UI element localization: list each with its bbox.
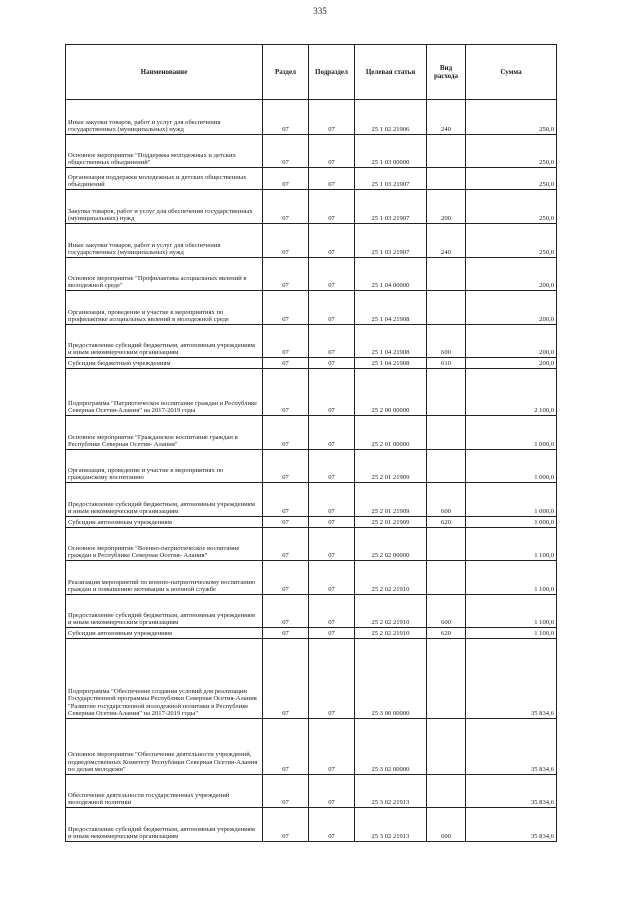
cell-podrazdel: 07 (309, 719, 355, 775)
cell-podrazdel: 07 (309, 100, 355, 135)
cell-podrazdel: 07 (309, 517, 355, 528)
cell-vid (427, 775, 466, 808)
cell-name: Предоставление субсидий бюджетным, автономным учреждениям и иным некоммерческим организациям (66, 808, 263, 842)
cell-vid: 240 (427, 100, 466, 135)
cell-name: Предоставление субсидий бюджетным, автономным учреждениям и иным некоммерческим организациям (66, 325, 263, 358)
cell-razdel: 07 (263, 639, 309, 719)
cell-podrazdel: 07 (309, 528, 355, 561)
cell-vid (427, 528, 466, 561)
cell-podrazdel: 07 (309, 450, 355, 483)
cell-statya: 25 1 03 21907 (355, 224, 427, 258)
cell-razdel: 07 (263, 595, 309, 628)
table-row (66, 190, 557, 224)
cell-razdel: 07 (263, 190, 309, 224)
cell-summa: 250,0 (466, 100, 557, 135)
table-row (66, 358, 557, 369)
cell-summa: 250,0 (466, 190, 557, 224)
cell-statya: 25 1 03 21907 (355, 190, 427, 224)
cell-razdel: 07 (263, 416, 309, 450)
cell-summa: 1 100,0 (466, 595, 557, 628)
cell-podrazdel: 07 (309, 358, 355, 369)
table-row (66, 595, 557, 628)
cell-statya: 25 1 04 21908 (355, 291, 427, 325)
cell-name: Основное мероприятие "Обеспечение деятельности учреждений, подведомственных Комитету Республики Северная Осетия-Алания по делам молодежи" (66, 719, 263, 775)
cell-name: Основное мероприятие "Гражданское воспитание граждан в Республике Северная Осетия- Алания" (66, 416, 263, 450)
cell-vid (427, 416, 466, 450)
cell-vid: 600 (427, 325, 466, 358)
table-row (66, 100, 557, 135)
table-row (66, 258, 557, 291)
cell-summa: 200,0 (466, 325, 557, 358)
cell-vid: 600 (427, 808, 466, 842)
cell-vid (427, 719, 466, 775)
table-row (66, 517, 557, 528)
cell-summa: 250,0 (466, 168, 557, 190)
cell-statya: 25 1 03 00000 (355, 135, 427, 168)
cell-vid (427, 369, 466, 416)
table-row (66, 808, 557, 842)
cell-summa: 35 834,6 (466, 775, 557, 808)
cell-name: Иные закупки товаров, работ и услуг для обеспечения государственных (муниципальных) нужд (66, 100, 263, 135)
cell-summa: 1 100,0 (466, 628, 557, 639)
table-row (66, 325, 557, 358)
table-header-row (66, 45, 557, 100)
cell-name: Обеспечение деятельности государственных учреждений молодежной политики (66, 775, 263, 808)
cell-statya: 25 1 04 00000 (355, 258, 427, 291)
cell-name: Основное мероприятие "Военно-патриотическое воспитание граждан в Республике Северная Осетия- Алания" (66, 528, 263, 561)
cell-statya: 25 1 04 21908 (355, 325, 427, 358)
table-row (66, 561, 557, 595)
cell-podrazdel: 07 (309, 258, 355, 291)
cell-razdel: 07 (263, 528, 309, 561)
cell-vid (427, 168, 466, 190)
cell-summa: 250,0 (466, 135, 557, 168)
cell-summa: 1 000,0 (466, 416, 557, 450)
cell-vid (427, 561, 466, 595)
table-row (66, 224, 557, 258)
cell-name: Организация, проведение и участие в мероприятиях по гражданскому воспитанию (66, 450, 263, 483)
cell-name: Организация поддержки молодежных и детских общественных объединений (66, 168, 263, 190)
table-row (66, 528, 557, 561)
cell-razdel: 07 (263, 719, 309, 775)
cell-vid: 240 (427, 224, 466, 258)
table-row (66, 291, 557, 325)
cell-summa: 1 000,0 (466, 517, 557, 528)
cell-statya: 25 2 01 00000 (355, 416, 427, 450)
cell-razdel: 07 (263, 258, 309, 291)
cell-statya: 25 2 01 21909 (355, 517, 427, 528)
cell-vid: 620 (427, 517, 466, 528)
cell-podrazdel: 07 (309, 325, 355, 358)
cell-razdel: 07 (263, 168, 309, 190)
table-body (66, 100, 557, 842)
cell-name: Предоставление субсидий бюджетным, автономным учреждениям и иным некоммерческим организациям (66, 595, 263, 628)
cell-summa: 250,0 (466, 224, 557, 258)
cell-razdel: 07 (263, 325, 309, 358)
cell-razdel: 07 (263, 775, 309, 808)
cell-summa: 200,0 (466, 291, 557, 325)
table-row (66, 168, 557, 190)
cell-summa: 35 834,6 (466, 808, 557, 842)
cell-podrazdel: 07 (309, 224, 355, 258)
table-row (66, 416, 557, 450)
table-row (66, 450, 557, 483)
cell-name: Подпрограмма "Патриотическое воспитание граждан в Республике Северная Осетия-Алания" на 2017-2019 годы (66, 369, 263, 416)
cell-podrazdel: 07 (309, 369, 355, 416)
cell-statya: 25 2 02 00000 (355, 528, 427, 561)
cell-podrazdel: 07 (309, 808, 355, 842)
cell-vid (427, 639, 466, 719)
cell-summa: 1 100,0 (466, 528, 557, 561)
cell-vid: 620 (427, 628, 466, 639)
cell-razdel: 07 (263, 224, 309, 258)
cell-vid: 200 (427, 190, 466, 224)
cell-summa: 1 100,0 (466, 561, 557, 595)
cell-summa: 2 100,0 (466, 369, 557, 416)
cell-podrazdel: 07 (309, 639, 355, 719)
header-summa: Сумма (466, 45, 557, 100)
cell-summa: 1 000,0 (466, 483, 557, 517)
cell-vid (427, 450, 466, 483)
cell-statya: 25 2 00 00000 (355, 369, 427, 416)
cell-podrazdel: 07 (309, 190, 355, 224)
cell-vid: 600 (427, 595, 466, 628)
cell-name: Подпрограмма "Обеспечение создания условий для реализации Государственной программы Республики Северная Осетия-Алания "Развитие государственной молодежной политики в Республике Северная Осетия-Алания" на 2017-2019 годы" (66, 639, 263, 719)
cell-razdel: 07 (263, 808, 309, 842)
header-podrazdel: Подраздел (309, 45, 355, 100)
cell-summa: 200,0 (466, 358, 557, 369)
cell-vid (427, 291, 466, 325)
cell-statya: 25 3 02 21913 (355, 775, 427, 808)
table-row (66, 135, 557, 168)
cell-vid: 600 (427, 483, 466, 517)
cell-statya: 25 2 01 21909 (355, 483, 427, 517)
budget-table (65, 44, 557, 842)
cell-razdel: 07 (263, 358, 309, 369)
cell-statya: 25 1 03 21907 (355, 168, 427, 190)
table-row (66, 628, 557, 639)
cell-statya: 25 1 02 21906 (355, 100, 427, 135)
header-name: Наименование (66, 45, 263, 100)
cell-vid (427, 258, 466, 291)
cell-statya: 25 3 02 21913 (355, 808, 427, 842)
cell-podrazdel: 07 (309, 628, 355, 639)
cell-podrazdel: 07 (309, 291, 355, 325)
cell-razdel: 07 (263, 517, 309, 528)
header-statya: Целевая статья (355, 45, 427, 100)
cell-summa: 200,0 (466, 258, 557, 291)
cell-razdel: 07 (263, 628, 309, 639)
cell-razdel: 07 (263, 561, 309, 595)
cell-name: Основное мероприятие "Поддержка молодежных и детских общественных объединений" (66, 135, 263, 168)
cell-statya: 25 3 00 00000 (355, 639, 427, 719)
cell-summa: 35 834,6 (466, 719, 557, 775)
table-row (66, 719, 557, 775)
cell-name: Субсидии автономным учреждениям (66, 517, 263, 528)
cell-name: Иные закупки товаров, работ и услуг для обеспечения государственных (муниципальных) нужд (66, 224, 263, 258)
cell-name: Организация, проведение и участие в мероприятиях по профилактике асоциальных явлений в молодежной среде (66, 291, 263, 325)
cell-razdel: 07 (263, 483, 309, 517)
cell-summa: 1 000,0 (466, 450, 557, 483)
cell-statya: 25 2 02 21910 (355, 628, 427, 639)
cell-podrazdel: 07 (309, 483, 355, 517)
cell-razdel: 07 (263, 100, 309, 135)
header-vid: Вид расхода (427, 45, 466, 100)
table-row (66, 775, 557, 808)
cell-razdel: 07 (263, 291, 309, 325)
cell-name: Основное мероприятие "Профилактика асоциальных явлений в молодежной среде" (66, 258, 263, 291)
cell-razdel: 07 (263, 369, 309, 416)
cell-name: Субсидии бюджетным учреждениям (66, 358, 263, 369)
table-row (66, 369, 557, 416)
cell-statya: 25 3 02 00000 (355, 719, 427, 775)
cell-statya: 25 2 02 21910 (355, 561, 427, 595)
cell-podrazdel: 07 (309, 775, 355, 808)
header-razdel: Раздел (263, 45, 309, 100)
cell-name: Субсидии автономным учреждениям (66, 628, 263, 639)
cell-statya: 25 1 04 21908 (355, 358, 427, 369)
cell-summa: 35 834,6 (466, 639, 557, 719)
cell-razdel: 07 (263, 450, 309, 483)
cell-podrazdel: 07 (309, 168, 355, 190)
table-row (66, 639, 557, 719)
cell-name: Реализация мероприятий по военно-патриотическому воспитанию граждан и повышению мотивации к военной службе (66, 561, 263, 595)
cell-name: Закупка товаров, работ и услуг для обеспечения государственных (муниципальных) нужд (66, 190, 263, 224)
cell-podrazdel: 07 (309, 595, 355, 628)
page-number: 335 (313, 6, 327, 16)
table-row (66, 483, 557, 517)
cell-podrazdel: 07 (309, 416, 355, 450)
cell-razdel: 07 (263, 135, 309, 168)
cell-statya: 25 2 01 21909 (355, 450, 427, 483)
cell-vid (427, 135, 466, 168)
cell-podrazdel: 07 (309, 135, 355, 168)
cell-name: Предоставление субсидий бюджетным, автономным учреждениям и иным некоммерческим организациям (66, 483, 263, 517)
cell-statya: 25 2 02 21910 (355, 595, 427, 628)
cell-vid: 610 (427, 358, 466, 369)
cell-podrazdel: 07 (309, 561, 355, 595)
